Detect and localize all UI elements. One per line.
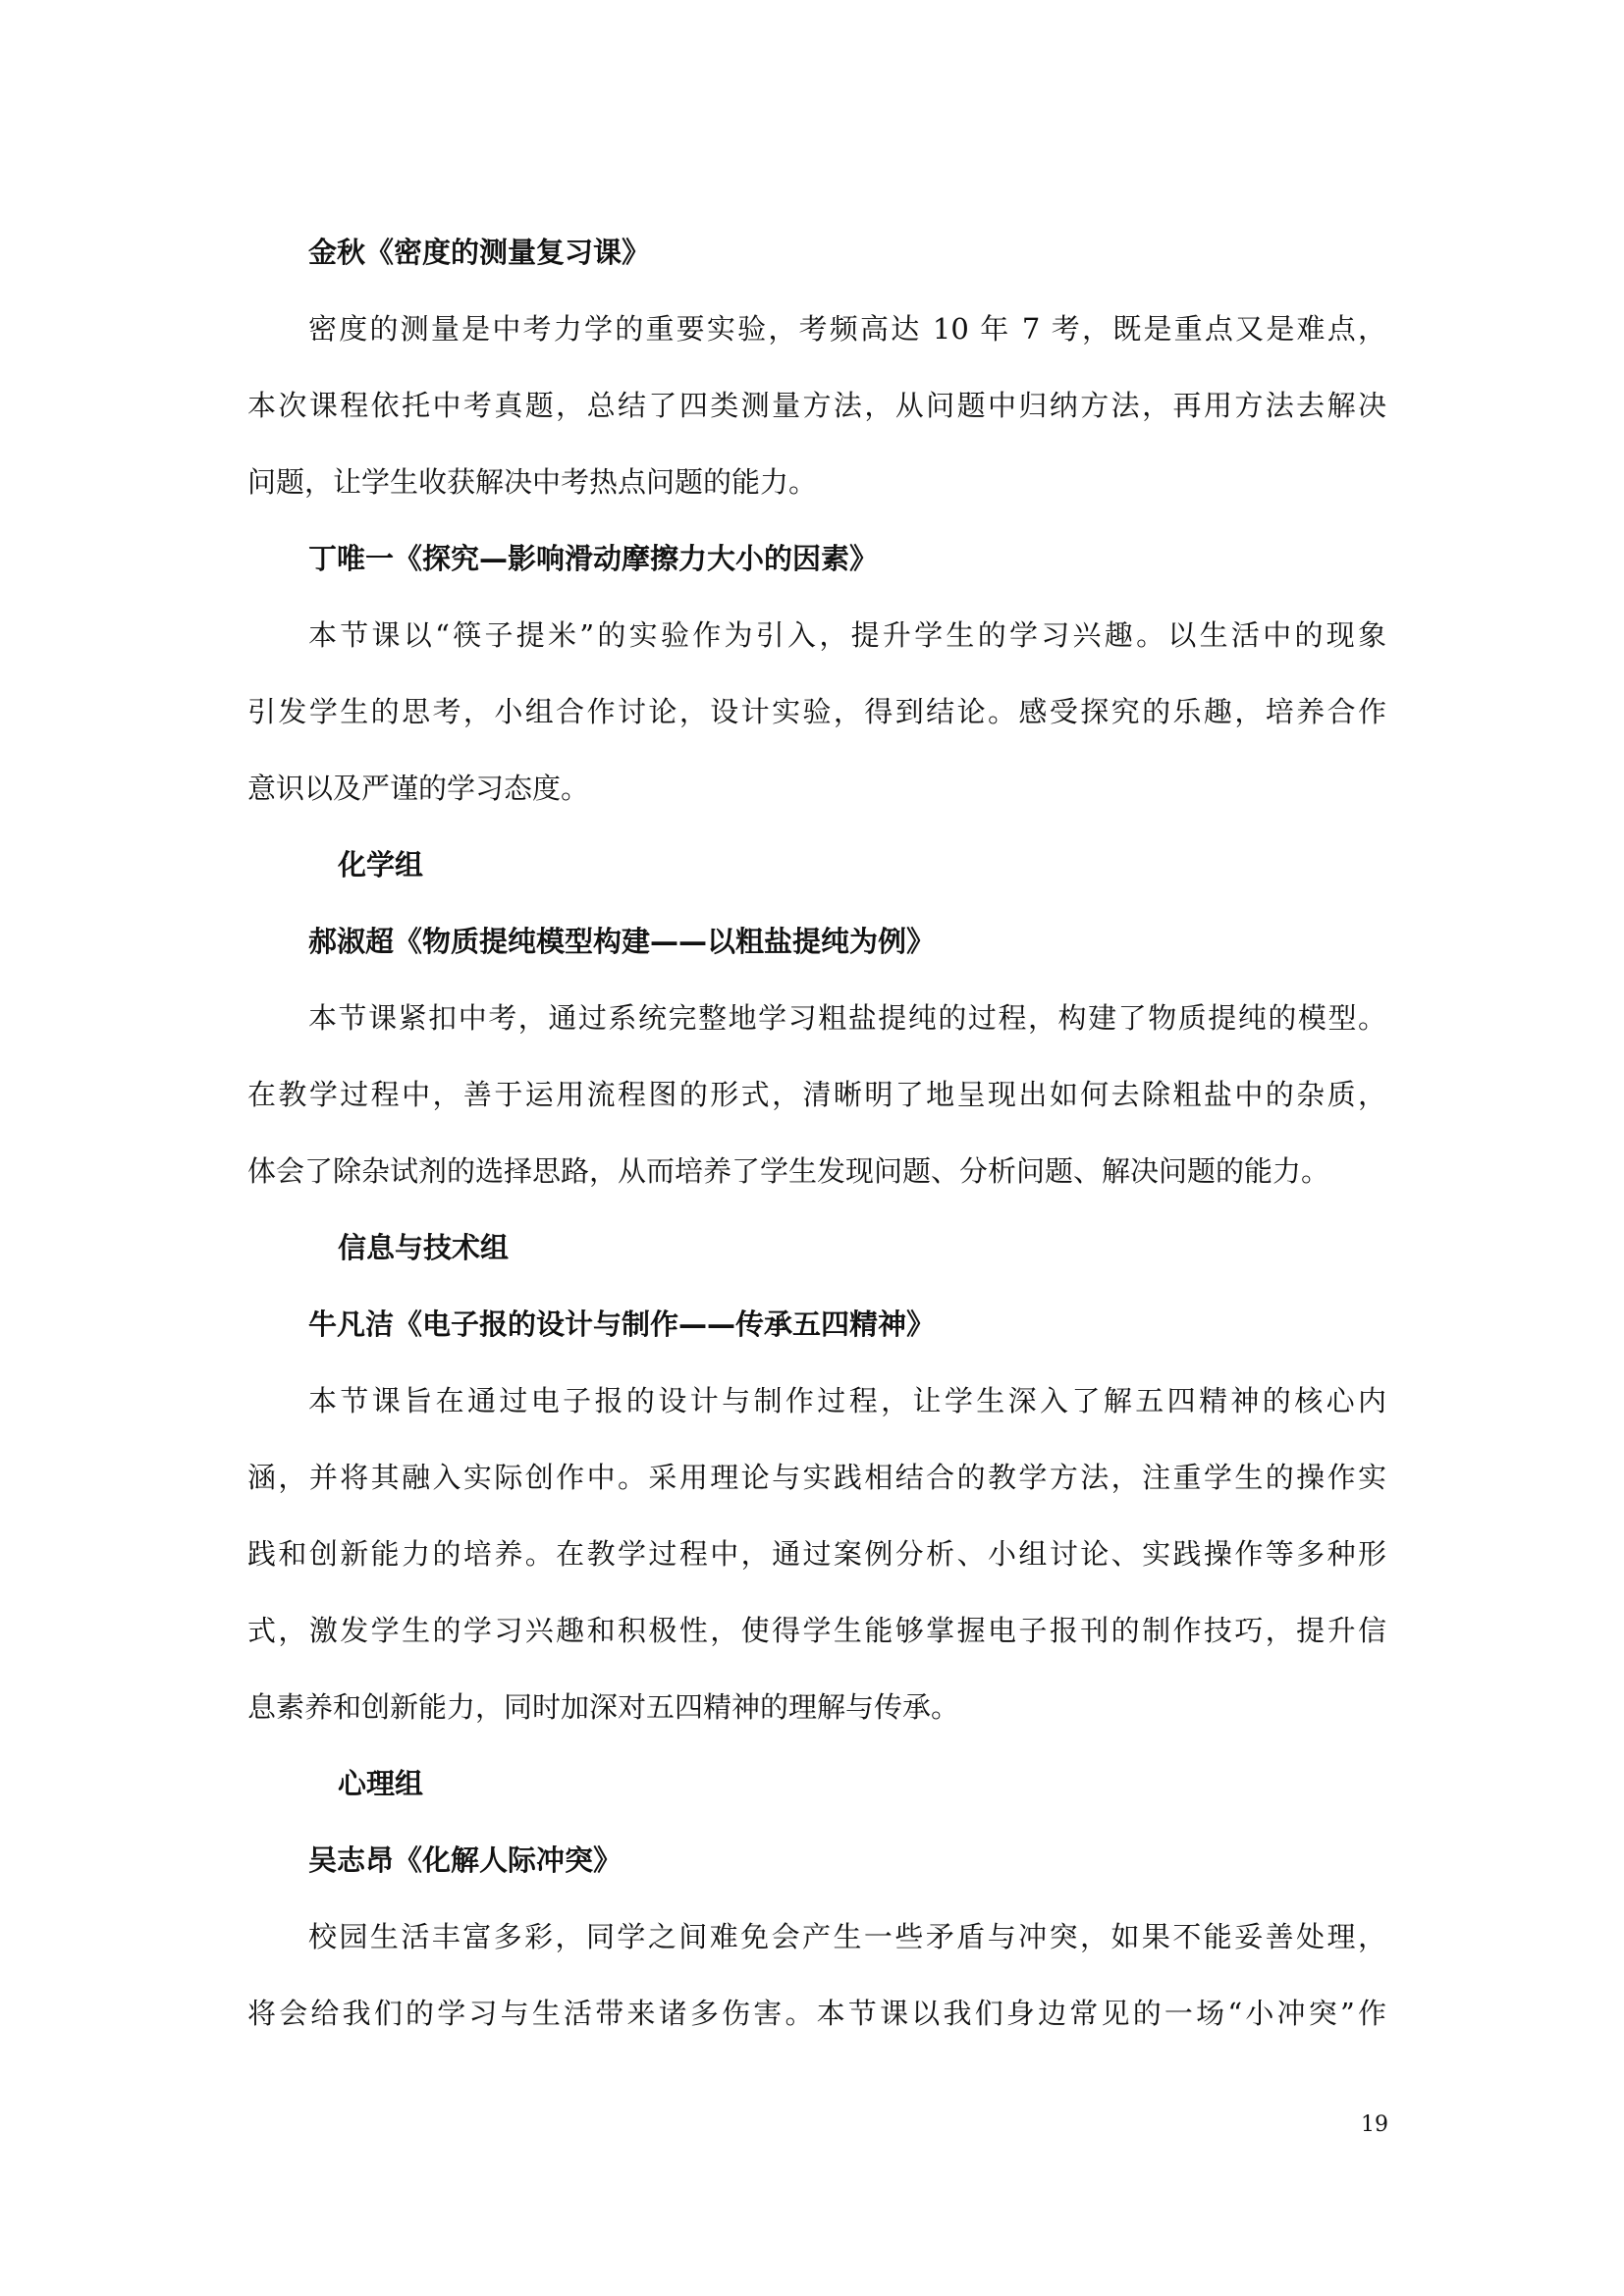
paragraph-line: 本次课程依托中考真题，总结了四类测量方法，从问题中归纳方法，再用方法去解决 [247, 389, 1386, 422]
paragraph-line: 意识以及严谨的学习态度。 [247, 772, 590, 805]
paragraph-line: 涵，并将其融入实际创作中。采用理论与实践相结合的教学方法，注重学生的操作实 [247, 1461, 1386, 1494]
group-title-psychology: 心理组 [338, 1767, 424, 1800]
paragraph-line: 引发学生的思考，小组合作讨论，设计实验，得到结论。感受探究的乐趣，培养合作 [247, 695, 1386, 728]
paragraph-line: 本节课旨在通过电子报的设计与制作过程，让学生深入了解五四精神的核心内 [308, 1384, 1386, 1417]
page-content [247, 214, 1386, 2052]
paragraph-line: 体会了除杂试剂的选择思路，从而培养了学生发现问题、分析问题、解决问题的能力。 [247, 1154, 1330, 1188]
paragraph-line: 息素养和创新能力，同时加深对五四精神的理解与传承。 [247, 1690, 960, 1724]
paragraph-line: 本节课以“筷子提米”的实验作为引入，提升学生的学习兴趣。以生活中的现象 [308, 618, 1386, 652]
paragraph-line: 践和创新能力的培养。在教学过程中，通过案例分析、小组讨论、实践操作等多种形 [247, 1537, 1386, 1571]
lesson-heading-niufanjie: 牛凡洁《电子报的设计与制作——传承五四精神》 [308, 1308, 936, 1341]
paragraph-line: 密度的测量是中考力学的重要实验，考频高达 10 年 7 考，既是重点又是难点， [308, 312, 1386, 346]
group-title-chemistry: 化学组 [338, 848, 424, 881]
paragraph-line: 式，激发学生的学习兴趣和积极性，使得学生能够掌握电子报刊的制作技巧，提升信 [247, 1614, 1386, 1647]
paragraph-line: 问题，让学生收获解决中考热点问题的能力。 [247, 465, 818, 499]
paragraph-line: 本节课紧扣中考，通过系统完整地学习粗盐提纯的过程，构建了物质提纯的模型。 [308, 1001, 1386, 1035]
page-number: 19 [1361, 2112, 1388, 2137]
lesson-heading-haoshuchao: 郝淑超《物质提纯模型构建——以粗盐提纯为例》 [308, 925, 936, 958]
paragraph-line: 将会给我们的学习与生活带来诸多伤害。本节课以我们身边常见的一场“小冲突”作 [247, 1997, 1386, 2030]
group-title-it: 信息与技术组 [338, 1231, 510, 1264]
lesson-heading-jinqiu: 金秋《密度的测量复习课》 [308, 236, 651, 269]
lesson-heading-wuzhiang: 吴志昂《化解人际冲突》 [308, 1843, 623, 1877]
paragraph-line: 校园生活丰富多彩，同学之间难免会产生一些矛盾与冲突，如果不能妥善处理， [308, 1920, 1386, 1953]
lesson-heading-dingweiyi: 丁唯一《探究—影响滑动摩擦力大小的因素》 [308, 542, 879, 575]
paragraph-line: 在教学过程中，善于运用流程图的形式，清晰明了地呈现出如何去除粗盐中的杂质， [247, 1078, 1386, 1111]
